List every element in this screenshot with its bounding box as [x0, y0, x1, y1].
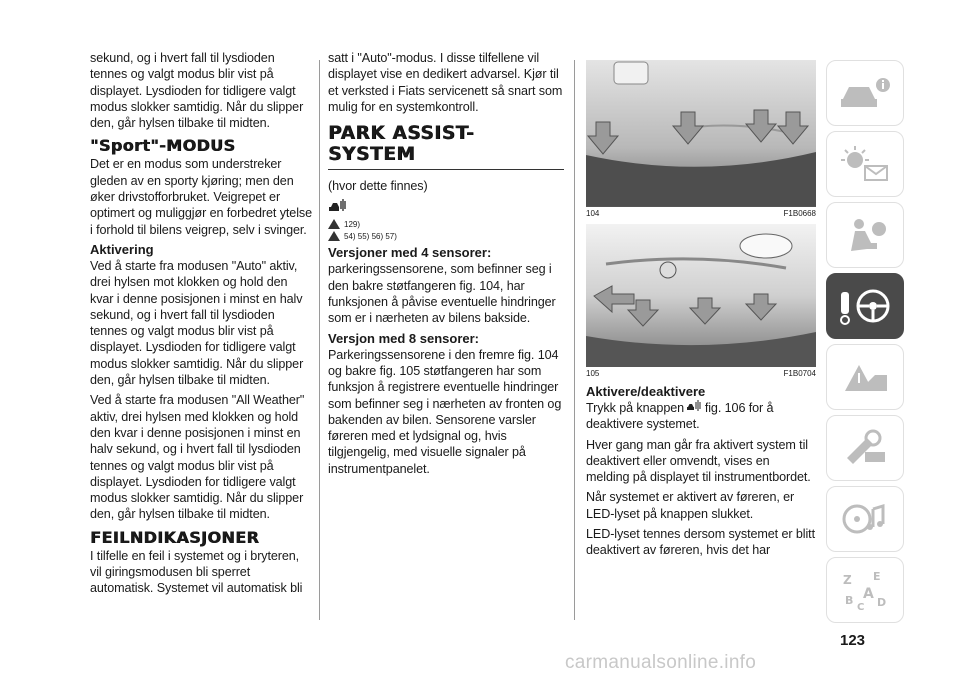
front-bumper-illustration [586, 224, 816, 366]
text: Trykk på knappen [586, 401, 688, 415]
reference-line [328, 231, 564, 241]
paragraph: parkeringssensorene, som befinner seg i den bakre støtfangeren fig. 104, har funksjonen å påvise eventuelle hindringer som er i nærheten av bilens bakside. [328, 262, 556, 326]
reference-line [328, 219, 564, 229]
availability-note: (hvor dette finnes) [328, 179, 428, 194]
caution-triangle-icon [328, 219, 340, 229]
figure-105-front-bumper [586, 224, 816, 366]
figure-code: F1B0668 [783, 209, 816, 218]
title-line-1: PARK ASSIST- [328, 123, 475, 145]
emergency-icon[interactable] [826, 344, 904, 410]
column-divider [319, 60, 320, 620]
title-line-2: SYSTEM [328, 144, 416, 166]
page-number: 123 [840, 632, 866, 649]
service-tools-icon[interactable] [826, 415, 904, 481]
right-column [586, 60, 816, 563]
warning-lights-icon[interactable] [826, 131, 904, 197]
heading-sport-mode: "Sport"-MODUS [90, 136, 236, 156]
section-title-park-assist [328, 123, 564, 170]
index-letters-icon[interactable] [826, 557, 904, 623]
rear-bumper-illustration [586, 60, 816, 206]
paragraph: Ved å starte fra modusen "All Weather" aktiv, drei hylsen med klokken og hold den kvar i denne posisjonen i minst en halv sekund, og i hvert fall til lysdioden tennes og valgt modus blir vist på displayet. Lysdioden for tidligere valgt modus slokker samtidig. Når du slipper den, går hylsen tilbake til midten. [90, 393, 305, 522]
figure-104-rear-bumper [586, 60, 816, 206]
figure-caption [586, 206, 816, 218]
heading-activation: Aktivering [90, 241, 154, 257]
park-button-icon [687, 401, 701, 415]
heading-8-sensors: Versjon med 8 sensorer: [328, 330, 480, 346]
svg-text:C: C [857, 602, 865, 612]
left-column [90, 50, 312, 601]
text: fig. 106 for å deaktivere systemet. [586, 401, 774, 432]
paragraph: Når systemet er aktivert av føreren, er LED-lyset på knappen slukket. [586, 490, 795, 521]
heading-activate-deactivate: Aktivere/deaktivere [586, 384, 706, 399]
heading-4-sensors: Versjoner med 4 sensorer: [328, 245, 492, 261]
middle-column [328, 50, 564, 481]
caution-triangle-icon [328, 231, 340, 241]
svg-text:A: A [863, 586, 874, 602]
paragraph: satt i "Auto"-modus. I disse tilfellene vil displayet vise en dedikert advarsel. Kjør til et verksted i Fiats servicenett så snart som mulig for en systemkontroll. [328, 51, 563, 114]
steering-key-icon[interactable] [826, 273, 904, 339]
figure-number: 105 [586, 369, 600, 378]
paragraph: I tilfelle en feil i systemet og i bryteren, vil giringsmodusen bli sperret automatisk. Systemet vil automatisk bli [90, 548, 303, 596]
svg-text:E: E [873, 570, 881, 583]
paragraph: Det er en modus som understreker gleden av en sporty kjøring; men den øker drivstofforbruket. Veigrepet er optimert og muliggjør en forbedret ytelse i forhold til bilens veigrep, selv i svinger. [90, 157, 312, 237]
svg-text:D: D [877, 596, 887, 609]
paragraph: Hver gang man går fra aktivert system til deaktivert eller omvendt, vises en melding på displayet til instrumentbordet. [586, 437, 811, 485]
multimedia-icon[interactable] [826, 486, 904, 552]
paragraph: Parkeringssensorene i den fremre fig. 104 og bakre fig. 105 støtfangeren har som funksjon å registrere eventuelle hindringer som befinner seg i nærheten av fronten og bakenden av bilen. Sensorene varsler føreren med et lydsignal og, hvis tilgjengelig, med visuelle signaler på instrumentpanelet. [328, 347, 562, 476]
airbag-safety-icon[interactable] [826, 202, 904, 268]
car-info-icon[interactable] [826, 60, 904, 126]
paragraph: Ved å starte fra modusen "Auto" aktiv, drei hylsen mot klokken og hold den kvar i denne posisjonen i minst en halv sekund, og i hvert fall til lysdioden tennes og valgt modus blir vist på displayet. Lysdioden for tidligere valgt modus slokker samtidig. Når du slipper den, går hylsen tilbake til midten. [90, 258, 304, 388]
paragraph [586, 400, 816, 433]
figure-caption [586, 366, 816, 378]
column-divider [574, 60, 575, 620]
park-assist-symbol-icon [328, 198, 564, 217]
reference-numbers: 54) 55) 56) 57) [344, 231, 397, 241]
chapter-sidebar [826, 60, 902, 628]
paragraph: LED-lyset tennes dersom systemet er blitt deaktivert av føreren, hvis det har [586, 527, 815, 558]
svg-text:B: B [845, 594, 854, 607]
reference-numbers: 129) [344, 219, 361, 229]
watermark: carmanualsonline.info [565, 652, 757, 673]
figure-number: 104 [586, 209, 600, 218]
svg-text:Z: Z [843, 573, 852, 587]
paragraph: sekund, og i hvert fall til lysdioden tennes og valgt modus blir vist på displayet. Lysdioden for tidligere valgt modus slokker samtidig. Når du slipper den, går hylsen tilbake til midten. [90, 51, 304, 131]
heading-fault-indications: FEILNDIKASJONER [90, 527, 260, 547]
figure-code: F1B0704 [783, 369, 816, 378]
